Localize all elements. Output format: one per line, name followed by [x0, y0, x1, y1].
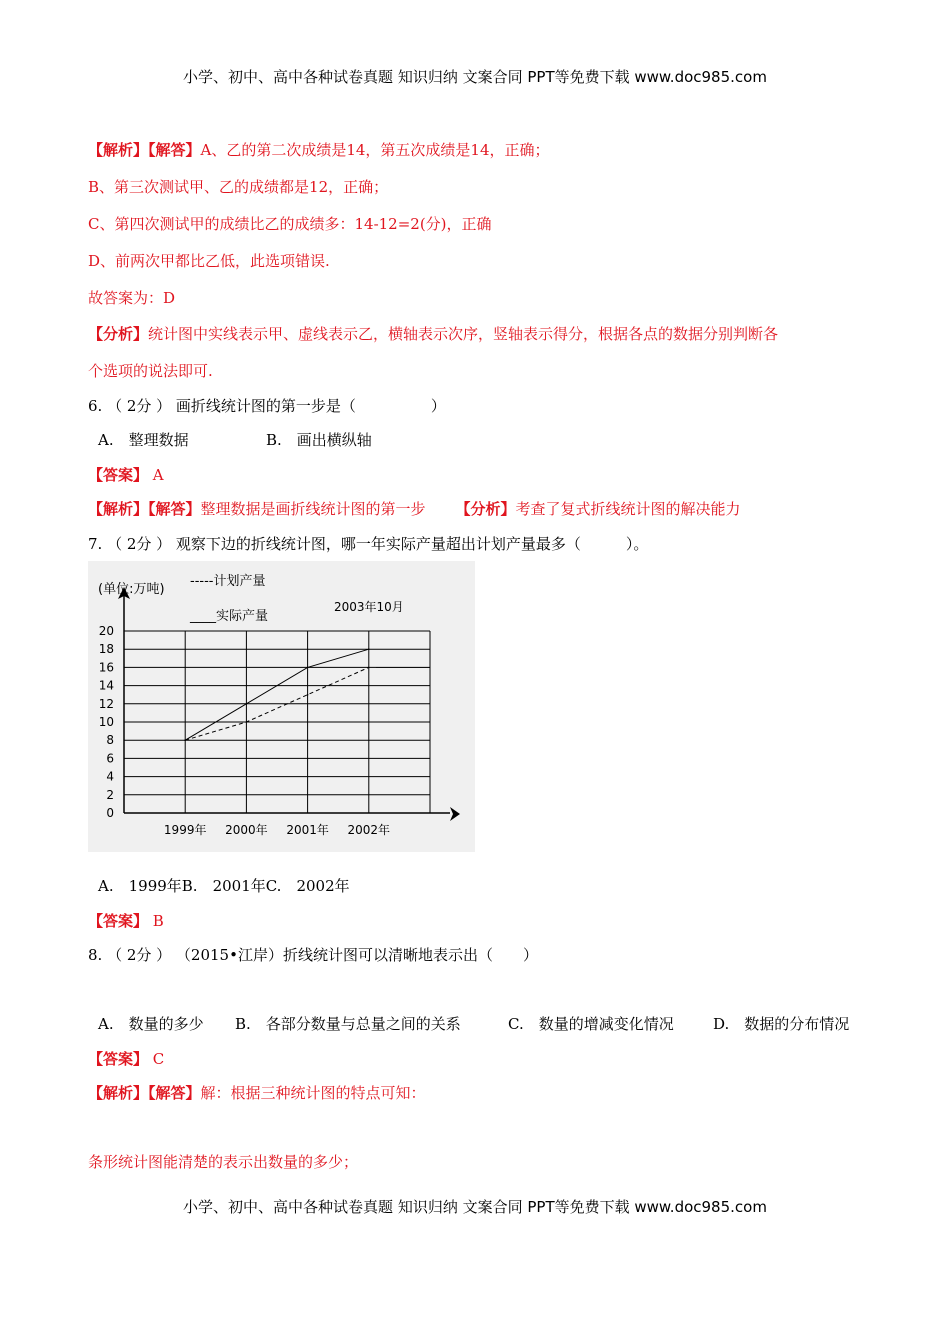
q6-answer-tag: 【答案】 [88, 466, 149, 484]
q7-options: A. 1999年B. 2001年C. 2002年 [98, 877, 350, 895]
unit-label: (单位:万吨) [98, 582, 165, 597]
y-tick-label: 8 [106, 733, 114, 748]
q7-answer-value: B [152, 912, 164, 930]
x-tick-label: 2002年 [347, 823, 391, 837]
legend-actual: ____实际产量 [190, 609, 269, 624]
y-tick-label: 16 [98, 660, 114, 675]
data-point [368, 648, 370, 650]
data-point [307, 694, 309, 696]
page-header: 小学、初中、高中各种试卷真题 知识归纳 文案合同 PPT等免费下载 www.doc985.com [183, 68, 767, 86]
q8-answer-tag: 【答案】 [88, 1050, 149, 1068]
y-tick-label: 2 [106, 787, 114, 802]
page-footer: 小学、初中、高中各种试卷真题 知识归纳 文案合同 PPT等免费下载 www.doc985.com [183, 1198, 767, 1216]
y-tick-label: 12 [98, 696, 114, 711]
q7-line-chart [88, 561, 475, 852]
y-tick-label: 18 [98, 642, 114, 657]
q8-option-b: B. 各部分数量与总量之间的关系 [235, 1015, 461, 1033]
y-tick-label: 20 [98, 624, 114, 638]
q5-fenxi-tag: 【分析】 [88, 325, 149, 343]
y-tick-label: 6 [106, 751, 114, 766]
q5-fenxi-text-2: 个选项的说法即可. [88, 362, 213, 380]
y-tick-label: 14 [98, 678, 114, 693]
q8-option-a: A. 数量的多少 [98, 1015, 204, 1033]
x-axis-arrow [450, 807, 460, 821]
q5-analysis-a [88, 139, 550, 160]
q8-option-d: D. 数据的分布情况 [713, 1015, 850, 1033]
legend-planned: -----计划产量 [190, 574, 266, 589]
q6-analysis-tag: 【解析】【解答】 [88, 500, 201, 518]
q5-analysis-d: D、前两次甲都比乙低，此选项错误. [88, 252, 330, 270]
q8-analysis [88, 1082, 426, 1103]
q5-fenxi-text-1: 统计图中实线表示甲、虚线表示乙，横轴表示次序，竖轴表示得分，根据各点的数据分别判断各 [148, 325, 779, 343]
date-label: 2003年10月 [334, 600, 404, 614]
q7-answer [88, 910, 164, 931]
q5-analysis-a-text: A、乙的第二次成绩是14，第五次成绩是14，正确； [200, 141, 550, 159]
q8-analysis-tag: 【解析】【解答】 [88, 1084, 201, 1102]
q8-bar-chart-text: 条形统计图能清楚的表示出数量的多少； [88, 1153, 359, 1171]
q8-options [98, 1013, 849, 1034]
q6-stem: 6. （ 2分 ） 画折线统计图的第一步是（ ） [88, 397, 446, 415]
q5-analysis-b: B、第三次测试甲、乙的成绩都是12，正确； [88, 178, 389, 196]
q5-fenxi [88, 323, 778, 344]
q6-answer-value: A [152, 466, 164, 484]
q7-stem: 7. （ 2分 ） 观察下边的折线统计图，哪一年实际产量超出计划产量最多（ ）。 [88, 535, 649, 553]
q6-analysis-text: 整理数据是画折线统计图的第一步 [200, 500, 426, 518]
y-tick-label: 0 [106, 806, 114, 820]
data-point [246, 703, 248, 705]
q7-answer-tag: 【答案】 [88, 912, 149, 930]
q6-fenxi-text: 考查了复式折线统计图的解决能力 [515, 500, 741, 518]
q5-analysis-c: C、第四次测试甲的成绩比乙的成绩多：14-12=2(分)，正确 [88, 215, 492, 233]
q8-answer-value: C [152, 1050, 165, 1068]
q8-stem: 8. （ 2分 ） （2015•江岸）折线统计图可以清晰地表示出（ ） [88, 946, 538, 964]
series-line-actual [185, 649, 369, 740]
data-point [368, 667, 370, 669]
chart-svg [88, 561, 475, 852]
q5-conclusion: 故答案为：D [88, 289, 176, 307]
q8-analysis-text: 解：根据三种统计图的特点可知： [200, 1084, 426, 1102]
q6-option-b: B. 画出横纵轴 [266, 431, 372, 449]
q8-option-c: C. 数量的增减变化情况 [508, 1015, 674, 1033]
data-point [307, 667, 309, 669]
y-tick-label: 10 [98, 715, 114, 729]
data-point [184, 739, 186, 741]
x-tick-label: 2001年 [286, 823, 329, 837]
q6-option-a: A. 整理数据 [98, 431, 189, 449]
x-tick-label: 2000年 [225, 823, 268, 837]
x-tick-label: 1999年 [163, 823, 207, 837]
q6-fenxi-tag: 【分析】 [455, 500, 516, 518]
q6-options [98, 429, 372, 450]
q5-analysis-tag: 【解析】【解答】 [88, 141, 201, 159]
q6-answer [88, 464, 164, 485]
q6-analysis [88, 498, 741, 519]
q8-answer [88, 1048, 164, 1069]
y-tick-label: 4 [106, 769, 114, 784]
data-point [246, 721, 248, 723]
